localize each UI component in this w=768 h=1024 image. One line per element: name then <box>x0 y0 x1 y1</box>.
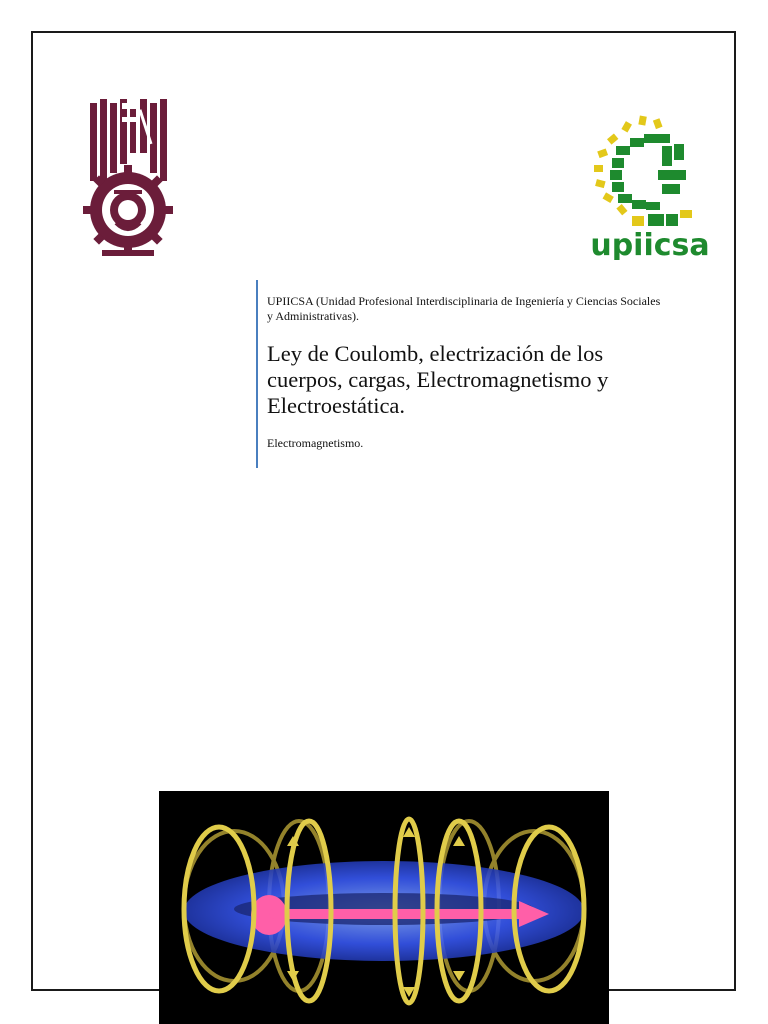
toroid-illustration <box>159 791 609 1024</box>
upiicsa-logo <box>588 110 713 260</box>
document-title: Ley de Coulomb, electrización de los cuerpos, cargas, Electromagnetismo y Electroestática. <box>267 341 609 418</box>
title-block <box>256 280 666 468</box>
institution-name: UPIICSA (Unidad Profesional Interdisciplinaria de Ingeniería y Ciencias Sociales y Administrativas). <box>267 294 661 323</box>
subject-name: Electromagnetismo. <box>267 436 364 450</box>
upiicsa-wordmark: upiicsa <box>590 228 710 260</box>
ipn-logo <box>78 95 178 260</box>
